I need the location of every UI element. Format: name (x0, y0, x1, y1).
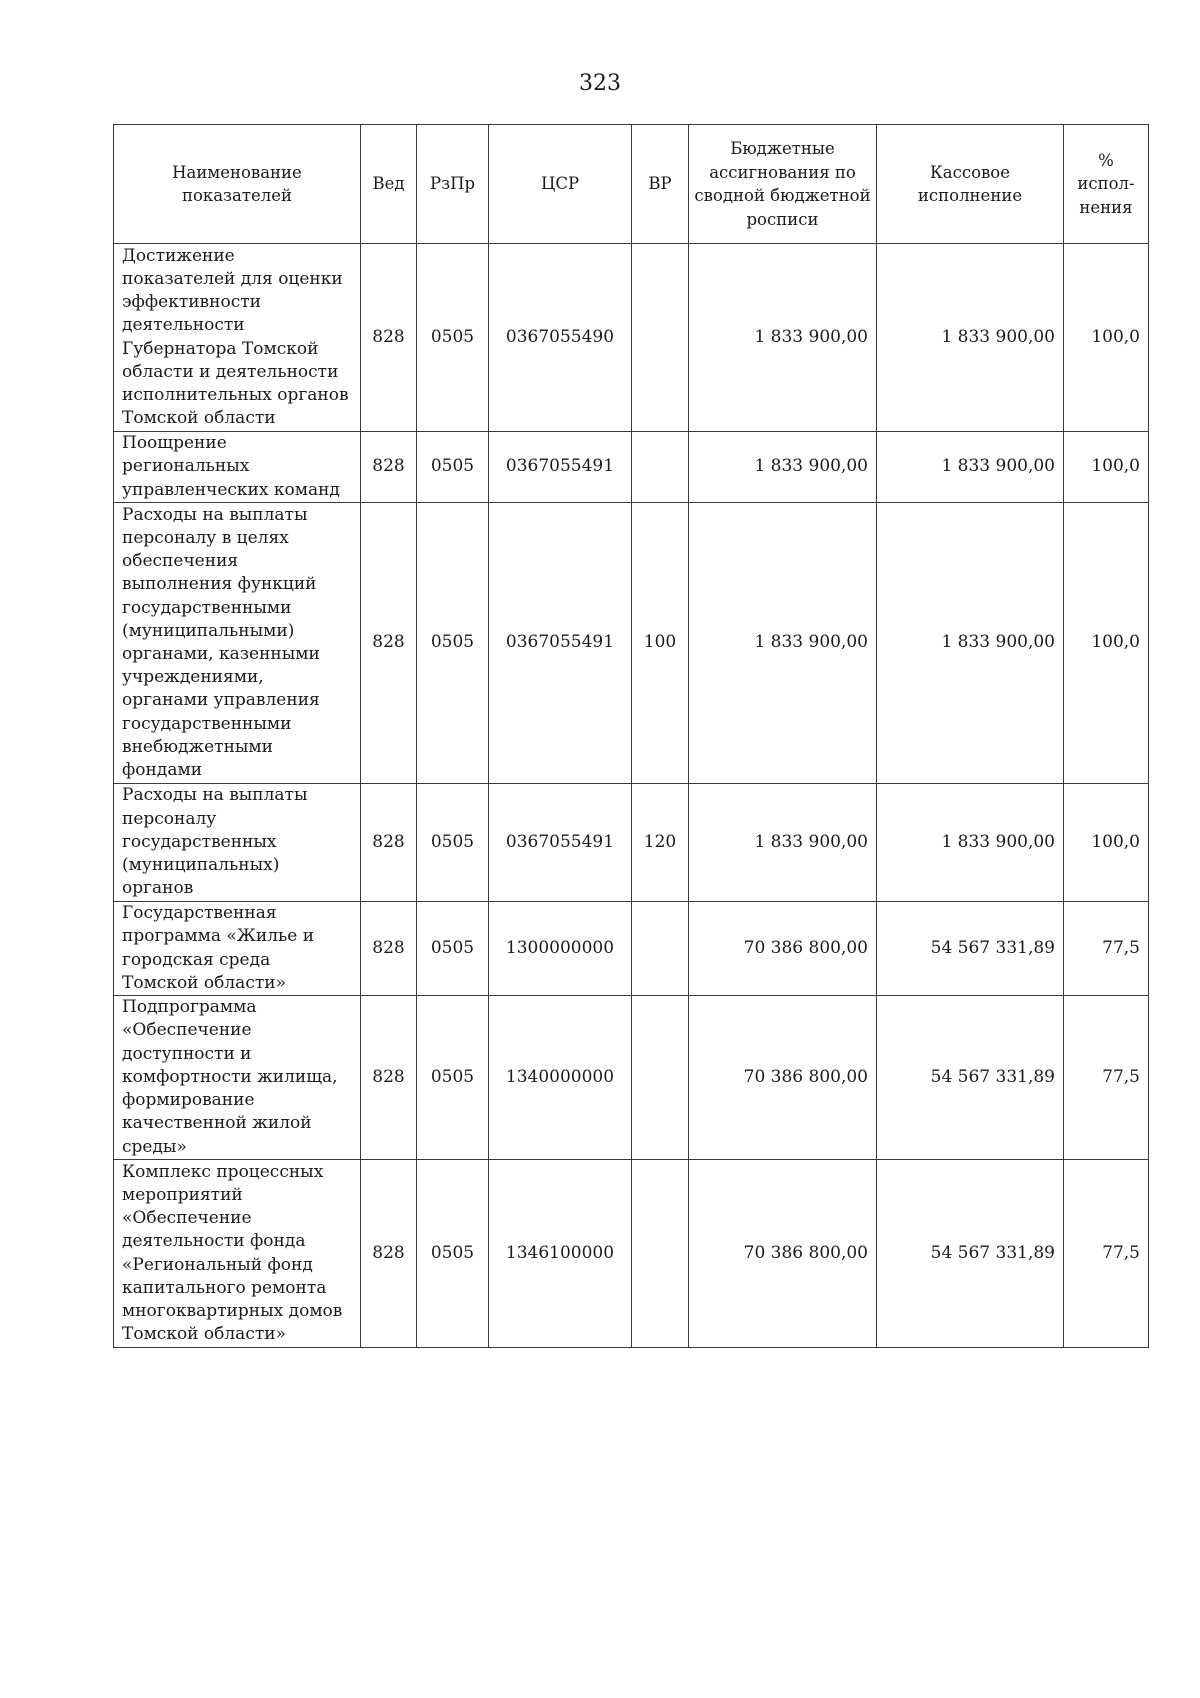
row-ved: 828 (361, 432, 417, 503)
row-assignments: 70 386 800,00 (689, 1160, 877, 1348)
page-number: 323 (579, 71, 621, 96)
row-name: Государственная программа «Жилье и городская среда Томской области» (114, 902, 361, 996)
row-cash: 1 833 900,00 (877, 432, 1064, 503)
row-csr: 0367055491 (489, 503, 632, 784)
row-ved: 828 (361, 1160, 417, 1348)
table-row (114, 432, 1149, 503)
row-percent: 100,0 (1064, 503, 1149, 784)
row-assignments: 70 386 800,00 (689, 902, 877, 996)
row-cash: 54 567 331,89 (877, 1160, 1064, 1348)
budget-execution-table (113, 124, 1149, 1348)
row-vr (632, 902, 689, 996)
row-rzpr: 0505 (417, 784, 489, 902)
header-vr: ВР (632, 125, 689, 244)
row-ved: 828 (361, 244, 417, 432)
row-rzpr: 0505 (417, 1160, 489, 1348)
row-name: Комплекс процессных мероприятий «Обеспечение деятельности фонда «Региональный фонд капитального ремонта многоквартирных домов Томской области» (114, 1160, 361, 1348)
row-cash: 1 833 900,00 (877, 784, 1064, 902)
row-percent: 77,5 (1064, 996, 1149, 1160)
row-ved: 828 (361, 503, 417, 784)
row-ved: 828 (361, 996, 417, 1160)
row-assignments: 1 833 900,00 (689, 432, 877, 503)
row-csr: 1300000000 (489, 902, 632, 996)
row-cash: 54 567 331,89 (877, 902, 1064, 996)
row-vr: 120 (632, 784, 689, 902)
row-ved: 828 (361, 784, 417, 902)
row-rzpr: 0505 (417, 902, 489, 996)
row-vr (632, 996, 689, 1160)
row-vr (632, 432, 689, 503)
header-ved: Вед (361, 125, 417, 244)
row-cash: 1 833 900,00 (877, 244, 1064, 432)
header-percent: % испол-нения (1064, 125, 1149, 244)
header-cash: Кассовое исполнение (877, 125, 1064, 244)
header-name: Наименование показателей (114, 125, 361, 244)
row-name: Подпрограмма «Обеспечение доступности и комфортности жилища, формирование качественной жилой среды» (114, 996, 361, 1160)
row-name: Поощрение региональных управленческих команд (114, 432, 361, 503)
header-rzpr: РзПр (417, 125, 489, 244)
row-csr: 0367055490 (489, 244, 632, 432)
row-csr: 1346100000 (489, 1160, 632, 1348)
row-name: Достижение показателей для оценки эффективности деятельности Губернатора Томской области и деятельности исполнительных органов Томской области (114, 244, 361, 432)
table-row (114, 1160, 1149, 1348)
row-csr: 1340000000 (489, 996, 632, 1160)
row-percent: 100,0 (1064, 432, 1149, 503)
row-percent: 100,0 (1064, 244, 1149, 432)
table-header-row (114, 125, 1149, 244)
row-percent: 77,5 (1064, 902, 1149, 996)
row-rzpr: 0505 (417, 996, 489, 1160)
row-cash: 54 567 331,89 (877, 996, 1064, 1160)
header-csr: ЦСР (489, 125, 632, 244)
row-assignments: 1 833 900,00 (689, 503, 877, 784)
row-rzpr: 0505 (417, 244, 489, 432)
table-row (114, 244, 1149, 432)
row-name: Расходы на выплаты персоналу государственных (муниципальных) органов (114, 784, 361, 902)
table-row (114, 784, 1149, 902)
row-assignments: 70 386 800,00 (689, 996, 877, 1160)
header-assignments: Бюджетные ассигнования по сводной бюджетной росписи (689, 125, 877, 244)
row-assignments: 1 833 900,00 (689, 244, 877, 432)
table-row (114, 503, 1149, 784)
row-assignments: 1 833 900,00 (689, 784, 877, 902)
row-csr: 0367055491 (489, 432, 632, 503)
row-csr: 0367055491 (489, 784, 632, 902)
row-ved: 828 (361, 902, 417, 996)
table-row (114, 996, 1149, 1160)
row-percent: 77,5 (1064, 1160, 1149, 1348)
row-name: Расходы на выплаты персоналу в целях обеспечения выполнения функций государственными (муниципальными) органами, казенными учреждениями, органами управления государственными внебюджетными фондами (114, 503, 361, 784)
table-row (114, 902, 1149, 996)
row-rzpr: 0505 (417, 503, 489, 784)
row-vr: 100 (632, 503, 689, 784)
row-vr (632, 1160, 689, 1348)
row-percent: 100,0 (1064, 784, 1149, 902)
row-cash: 1 833 900,00 (877, 503, 1064, 784)
row-vr (632, 244, 689, 432)
row-rzpr: 0505 (417, 432, 489, 503)
